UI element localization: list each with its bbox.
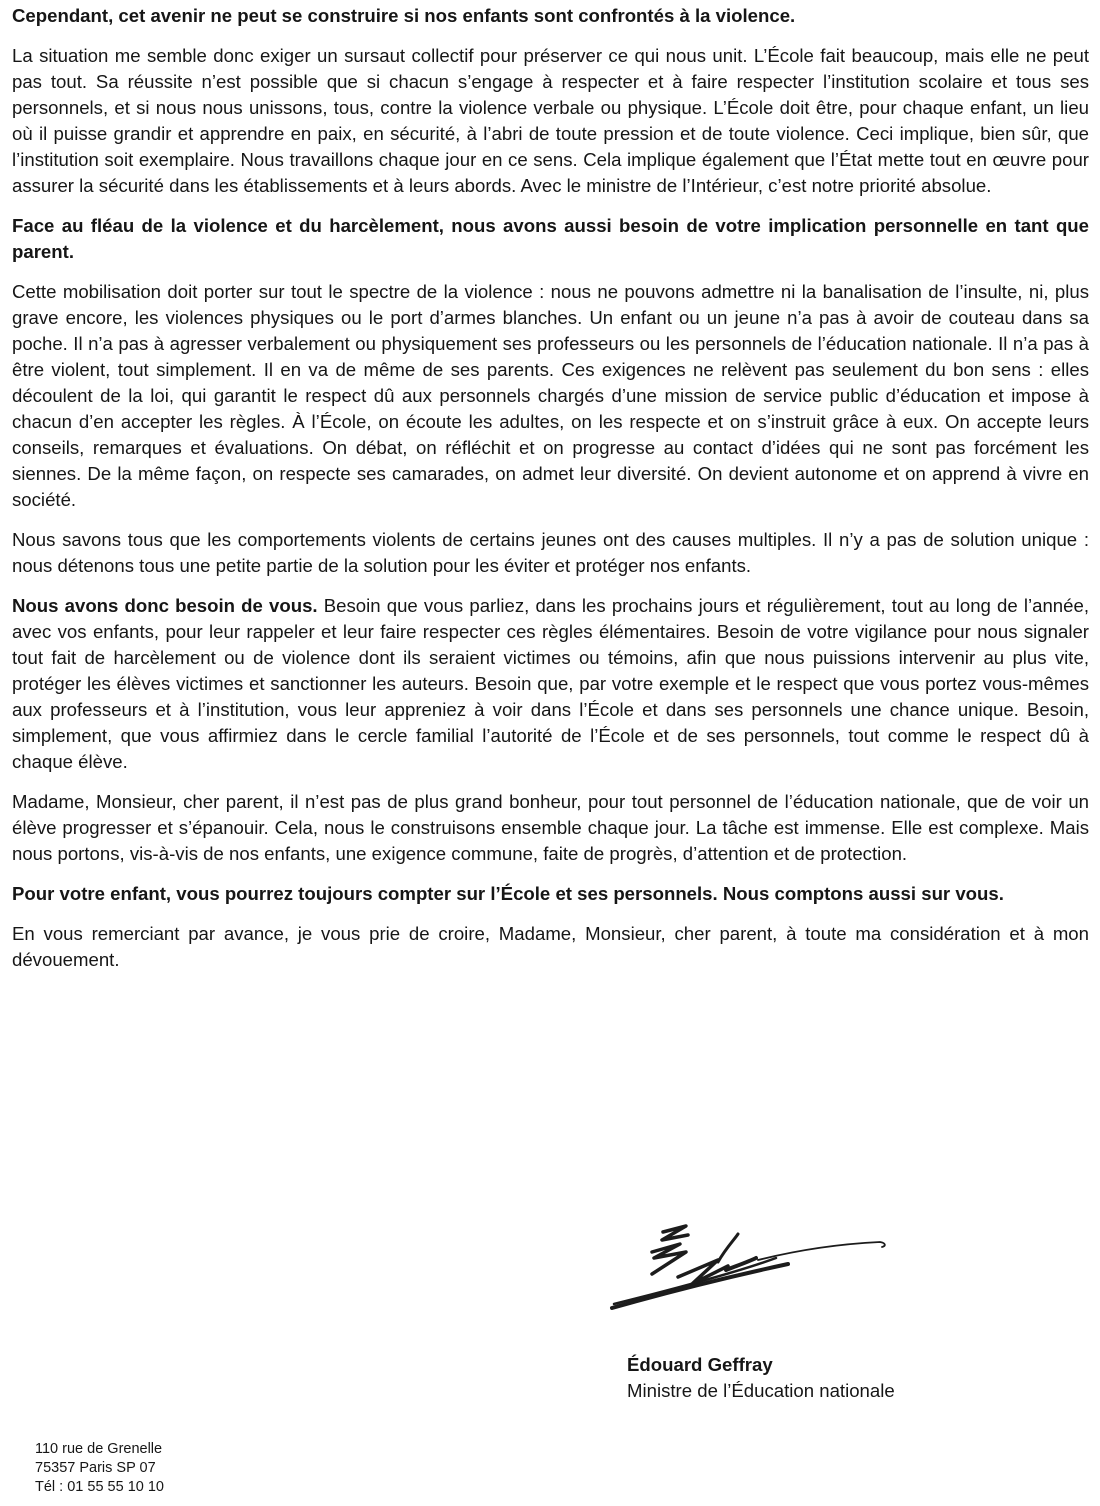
paragraph-count-on-school — [12, 881, 1089, 907]
signature-icon — [608, 1222, 898, 1322]
signatory — [627, 1352, 895, 1404]
footer-address — [35, 1440, 164, 1497]
paragraph-text: En vous remerciant par avance, je vous prie de croire, Madame, Monsieur, cher parent, à toute ma considération et à mon dévouement. — [12, 923, 1089, 970]
paragraph-violence-intro — [12, 3, 1089, 29]
paragraph-multiple-causes — [12, 527, 1089, 579]
paragraph-text: Madame, Monsieur, cher parent, il n’est pas de plus grand bonheur, pour tout personnel de l’éducation nationale, que de voir un élève progresser et s’épanouir. Cela, nous le construisons ensemble chaque jour. La tâche est immense. Elle est complexe. Mais nous portons, vis-à-vis de nos enfants, une exigence commune, faite de progrès, d’attention et de protection. — [12, 791, 1089, 864]
signatory-name: Édouard Geffray — [627, 1354, 773, 1375]
address-street: 110 rue de Grenelle — [35, 1441, 163, 1457]
paragraph-text: Besoin que vous parliez, dans les prochains jours et régulièrement, tout au long de l’année, avec vos enfants, pour leur rappeler et leur faire respecter ces règles élémentaires. Besoin de votre vigilance pour nous signaler tout fait de harcèlement ou de violence dont ils seraient victimes ou témoins, afin que nous puissions intervenir au plus vite, protéger les élèves victimes et sanctionner les auteurs. Besoin que, par votre exemple et le respect que vous portez vous-mêmes aux professeurs et à l’institution, vous leur appreniez à voir dans l’École et dans ses personnels une chance unique. Besoin, simplement, que vous affirmiez dans le cercle familial l’autorité de l’École et de ses personnels, tout comme le respect dû à chaque élève. — [12, 595, 1089, 772]
paragraph-need-you — [12, 593, 1089, 775]
paragraph-collective-effort — [12, 43, 1089, 199]
paragraph-mobilisation — [12, 279, 1089, 513]
paragraph-bold-lead: Cependant, cet avenir ne peut se construire si nos enfants sont confrontés à la violence. — [12, 5, 796, 26]
paragraph-closing-thoughts — [12, 789, 1089, 867]
paragraph-bold-lead: Nous avons donc besoin de vous. — [12, 595, 318, 616]
paragraph-text: Nous savons tous que les comportements violents de certains jeunes ont des causes multiples. Il n’y a pas de solution unique : nous détenons tous une petite partie de la solution pour les éviter et protéger nos enfants. — [12, 529, 1089, 576]
paragraph-bold-lead: Face au fléau de la violence et du harcèlement, nous avons aussi besoin de votre implication personnelle en tant que parent. — [12, 215, 1089, 262]
address-city: 75357 Paris SP 07 — [35, 1460, 156, 1476]
paragraph-parent-involvement — [12, 213, 1089, 265]
handwritten-signature — [608, 1222, 908, 1322]
letter-body — [12, 0, 1089, 987]
signatory-title: Ministre de l’Éducation nationale — [627, 1380, 895, 1401]
phone-number: Tél : 01 55 55 10 10 — [35, 1479, 164, 1495]
paragraph-text: La situation me semble donc exiger un sursaut collectif pour préserver ce qui nous unit. L’École fait beaucoup, mais elle ne peut pas tout. Sa réussite n’est possible que si chacun s’engage à respecter et à faire respecter l’institution scolaire et tous ses personnels, et si nous nous unissons, tous, contre la violence verbale ou physique. L’École doit être, pour chaque enfant, un lieu où il puisse grandir et apprendre en paix, en sécurité, à l’abri de toute pression et de toute violence. Ceci implique, bien sûr, que l’institution soit exemplaire. Nous travaillons chaque jour en ce sens. Cela implique également que l’État mette tout en œuvre pour assurer la sécurité dans les établissements et à leurs abords. Avec le ministre de l’Intérieur, c’est notre priorité absolue. — [12, 45, 1089, 196]
paragraph-text: Cette mobilisation doit porter sur tout le spectre de la violence : nous ne pouvons admettre ni la banalisation de l’insulte, ni, plus grave encore, les violences physiques ou le port d’armes blanches. Un enfant ou un jeune n’a pas à avoir de couteau dans sa poche. Il n’a pas à agresser verbalement ou physiquement ses professeurs ou les personnels de l’éducation nationale. Il n’a pas à être violent, tout simplement. Il en va de même de ses parents. Ces exigences ne relèvent pas seulement du bon sens : elles découlent de la loi, qui garantit le respect dû aux personnels chargés d’une mission de service public d’éducation et impose à chacun d’en accepter les règles. À l’École, on écoute les adultes, on les respecte et on s’instruit grâce à eux. On accepte leurs conseils, remarques et évaluations. On débat, on réfléchit et on progresse au contact d’idées qui ne sont pas forcément les siennes. De la même façon, on respecte ses camarades, on admet leur diversité. On devient autonome et on apprend à vivre en société. — [12, 281, 1089, 510]
paragraph-bold-lead: Pour votre enfant, vous pourrez toujours compter sur l’École et ses personnels. Nous comptons aussi sur vous. — [12, 883, 1004, 904]
paragraph-salutation — [12, 921, 1089, 973]
